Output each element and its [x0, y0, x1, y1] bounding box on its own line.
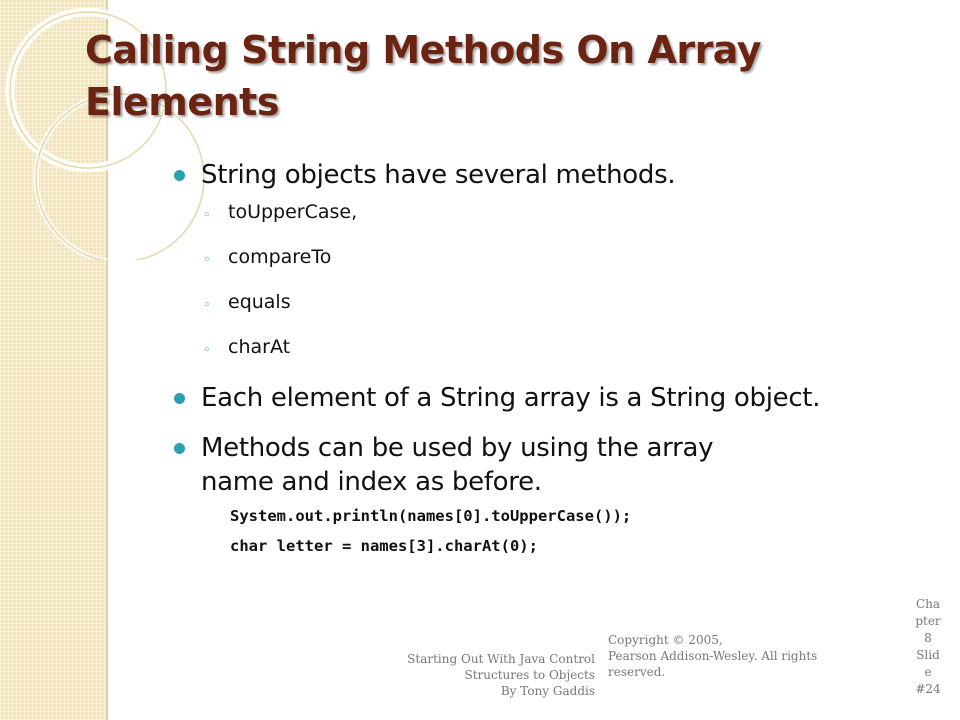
footer-copyright-line: Pearson Addison-Wesley. All rights: [608, 649, 818, 663]
footer-book-info: [355, 651, 595, 699]
ring-bullet-icon: ◦: [203, 253, 211, 268]
ring-bullet-icon: ◦: [203, 208, 211, 223]
slide-content: [172, 158, 942, 561]
slide-label-part: Cha: [915, 597, 941, 611]
slide-label-part: e: [924, 665, 932, 679]
sub-bullet-item: [172, 245, 942, 269]
footer-book-line: By Tony Gaddis: [500, 684, 595, 698]
bullet-item: [172, 431, 741, 499]
ring-bullet-icon: ◦: [203, 298, 211, 313]
bullet-text: Methods can be used by using the array name and index as before.: [201, 433, 714, 497]
bullet-dot-icon: [174, 393, 185, 404]
bullet-text: String objects have several methods.: [201, 160, 676, 190]
footer-copyright-line: Copyright © 2005,: [608, 633, 723, 647]
bullet-dot-icon: [174, 170, 185, 181]
sub-bullet-item: [172, 200, 942, 224]
slide-label-part: pter: [915, 614, 941, 628]
bullet-text: Each element of a String array is a String object.: [201, 383, 821, 413]
slide-label-part: #24: [915, 682, 941, 696]
footer-copyright: [608, 632, 858, 680]
slide-title: Calling String Methods On Array Elements: [85, 28, 762, 124]
footer-book-line: Structures to Objects: [464, 668, 595, 682]
footer-slide-number: [912, 596, 944, 698]
sub-bullet-text: equals: [228, 291, 291, 313]
footer-book-line: Starting Out With Java Control: [407, 652, 595, 666]
code-line: char letter = names[3].charAt(0);: [230, 537, 538, 555]
sub-bullet-text: toUpperCase,: [228, 201, 358, 223]
slide-label-part: Slid: [916, 648, 940, 662]
bullet-item: [172, 381, 942, 415]
bullet-dot-icon: [174, 443, 185, 454]
footer-copyright-line: reserved.: [608, 665, 666, 679]
sub-bullet-item: [172, 290, 942, 314]
sub-bullet-text: charAt: [228, 336, 291, 358]
slide-label-part: 8: [924, 631, 932, 645]
ring-bullet-icon: ◦: [203, 343, 211, 358]
sub-bullet-text: compareTo: [228, 246, 332, 268]
sub-bullet-item: [172, 335, 942, 359]
bullet-item: [172, 158, 942, 192]
code-line: System.out.println(names[0].toUpperCase());: [230, 507, 632, 525]
